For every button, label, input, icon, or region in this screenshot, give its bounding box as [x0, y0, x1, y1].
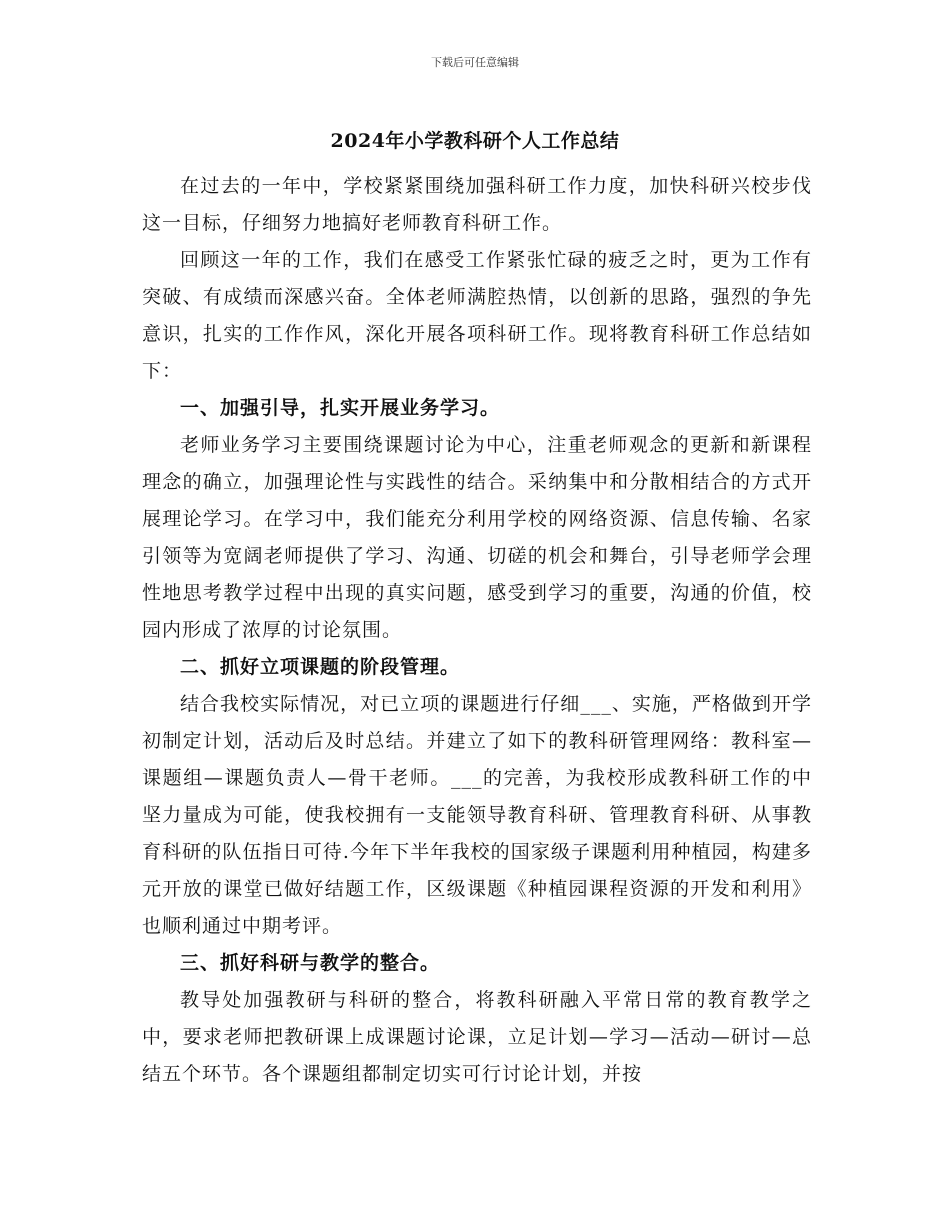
- paragraph-integration: 教导处加强教研与科研的整合，将教科研融入平常日常的教育教学之中，要求老师把教研课上成课题讨论课，立足计划—学习—活动—研讨—总结五个环节。各个课题组都制定切实可行讨论计划，并按: [142, 989, 812, 1085]
- section-heading-3: 三、抓好科研与教学的整合。: [180, 952, 441, 974]
- page-header-note: 下载后可任意编辑: [431, 56, 519, 69]
- document-title: 2024年小学教科研个人工作总结: [330, 130, 620, 152]
- paragraph-review: 回顾这一年的工作，我们在感受工作紧张忙碌的疲乏之时，更为工作有突破、有成绩而深感兴奋。全体老师满腔热情，以创新的思路，强烈的争先意识，扎实的工作作风，深化开展各项科研工作。现将教育科研工作总结如下：: [142, 249, 812, 382]
- document-body: [142, 168, 812, 1093]
- paragraph-project-management: 结合我校实际情况，对已立项的课题进行仔细___、实施，严格做到开学初制定计划，活动后及时总结。并建立了如下的教科研管理网络：教科室—课题组—课题负责人—骨干老师。___的完善，为我校形成教科研工作的中坚力量成为可能，使我校拥有一支能领导教育科研、管理教育科研、从事教育科研的队伍指日可待.今年下半年我校的国家级子课题利用种植园，构建多元开放的课堂已做好结题工作，区级课题《种植园课程资源的开发和利用》也顺利通过中期考评。: [142, 693, 812, 937]
- paragraph-study: 老师业务学习主要围绕课题讨论为中心，注重老师观念的更新和新课程理念的确立，加强理论性与实践性的结合。采纳集中和分散相结合的方式开展理论学习。在学习中，我们能充分利用学校的网络资源、信息传输、名家引领等为宽阔老师提供了学习、沟通、切磋的机会和舞台，引导老师学会理性地思考教学过程中出现的真实问题，感受到学习的重要，沟通的价值，校园内形成了浓厚的讨论氛围。: [142, 434, 812, 641]
- paragraph-intro: 在过去的一年中，学校紧紧围绕加强科研工作力度，加快科研兴校步伐这一目标，仔细努力地搞好老师教育科研工作。: [142, 175, 812, 234]
- section-heading-2: 二、抓好立项课题的阶段管理。: [180, 656, 461, 678]
- section-heading-1: 一、加强引导，扎实开展业务学习。: [180, 397, 501, 419]
